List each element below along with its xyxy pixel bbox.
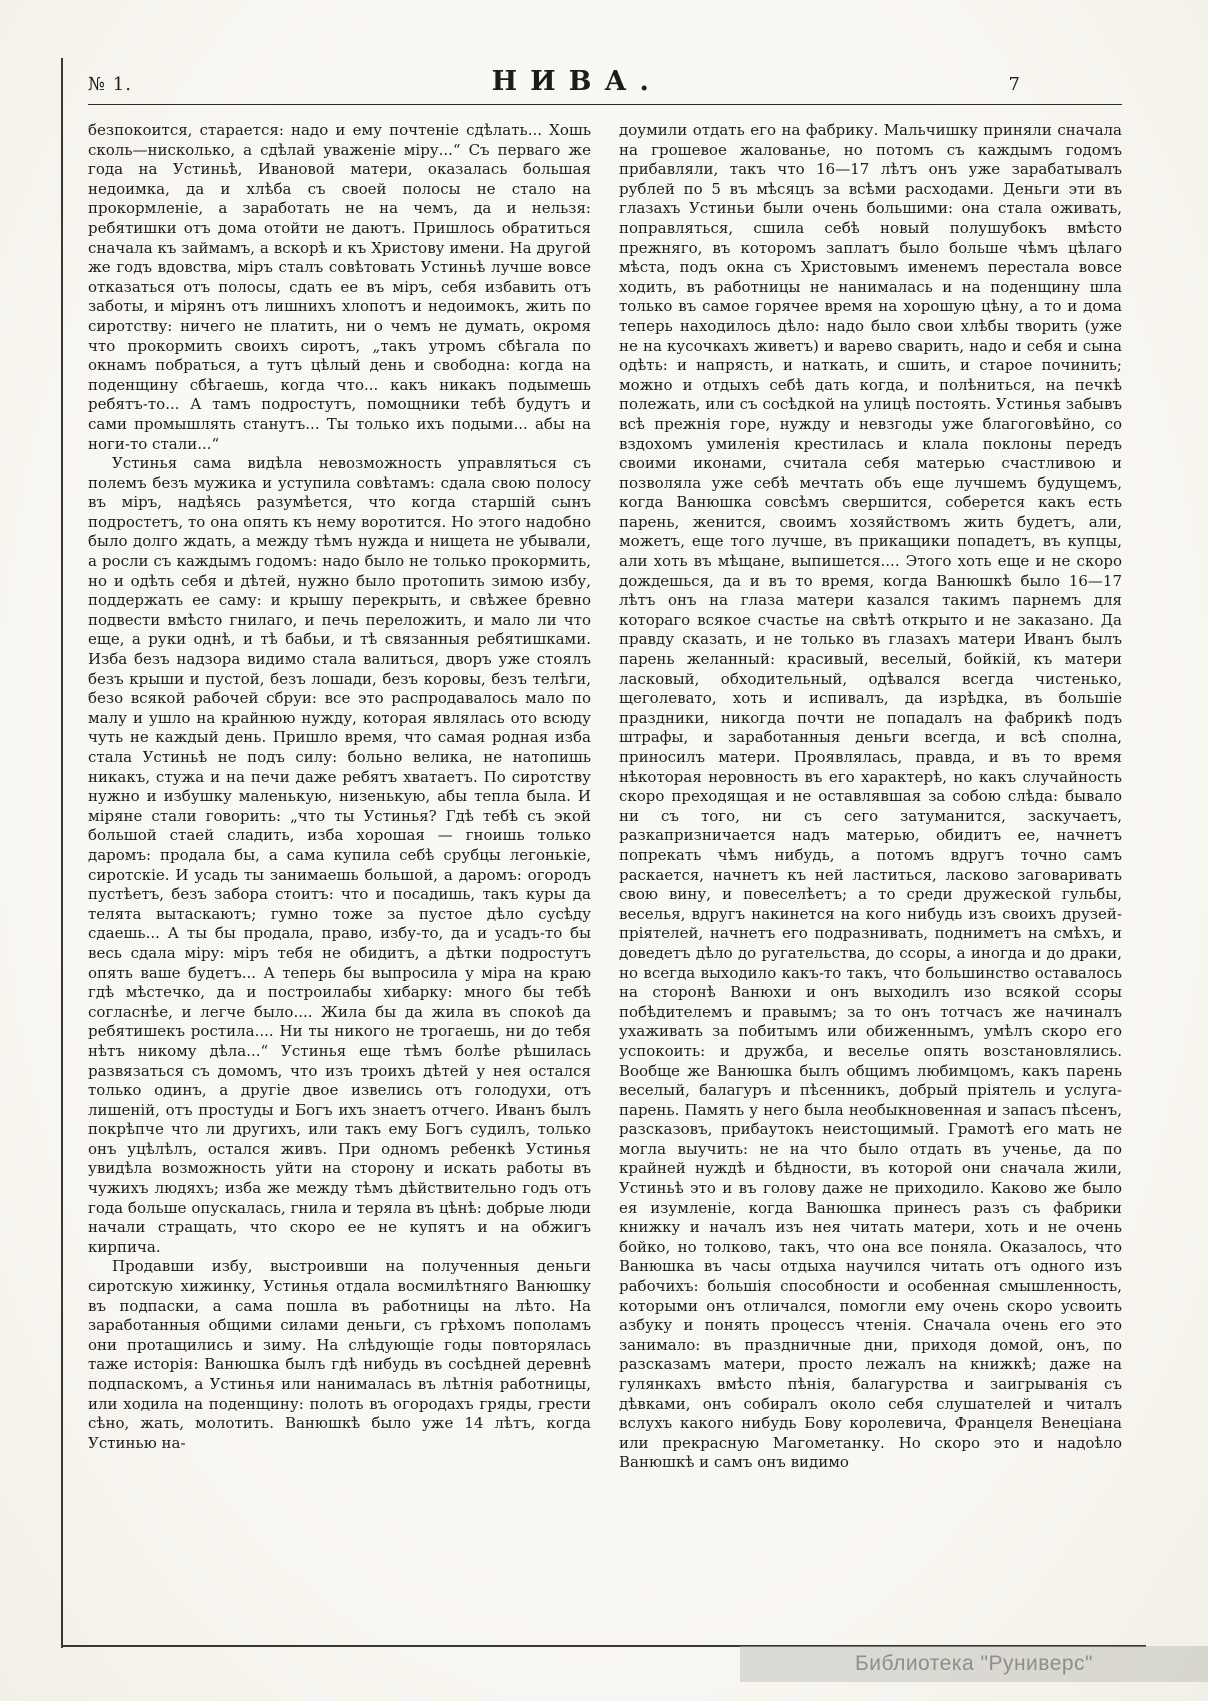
- watermark-text: Библиотека "Руниверс": [854, 1652, 1094, 1675]
- issue-number: № 1.: [88, 74, 132, 95]
- paragraph: безпокоится, старается: надо и ему почтеніе сдѣлать... Хошь сколь—нисколько, а сдѣлай уваженіе міру...“ Съ перваго же года на Устиньѣ, Ивановой матери, оказалась большая недоимка, да и хлѣба съ своей полосы не стало на прокормленіе, а заработать не на чемъ, да и нельзя: ребятишки отъ дома отойти не даютъ. Пришлось обратиться сначала къ займамъ, а вскорѣ и къ Христову имени. На другой же годъ вдовства, міръ сталъ совѣтовать Устиньѣ лучше вовсе отказаться отъ полосы, сдать ее въ міръ, себя избавить отъ заботы, и мірянъ отъ лишнихъ хлопотъ и недоимокъ, жить по сиротству: ничего не платить, ни о чемъ не думать, окромя что прокормить своихъ сиротъ, „такъ утромъ сбѣгала по окнамъ побраться, а тутъ цѣлый день и свободна: когда на поденщину сбѣгаешь, когда что... какъ никакъ подымешь ребятъ-то... А тамъ подростутъ, помощники тебѣ будутъ и сами промышлять станутъ... Ты только ихъ подыми... абы на ноги-то стали...“: [88, 121, 591, 453]
- paragraph: доумили отдать его на фабрику. Мальчишку приняли сначала на грошевое жалованье, но потомъ съ каждымъ годомъ прибавляли, такъ что 16—17 лѣтъ онъ уже зарабатывалъ рублей по 5 въ мѣсяцъ за всѣми расходами. Деньги эти въ глазахъ Устиньи были очень большими: она стала оживать, поправляться, сшила себѣ новый полушубокъ вмѣсто прежняго, въ которомъ заплатъ было больше чѣмъ цѣлаго мѣста, подъ окна съ Христовымъ именемъ перестала вовсе ходить, въ работницы не нанималась и на поденщину шла только въ самое горячее время на хорошую цѣну, а то и дома теперь находилось дѣло: надо было свои хлѣбы творить (уже не на кусочкахъ живетъ) и варево сварить, надо и себя и сына одѣть: и напрясть, и наткать, и сшить, и старое починить; можно и отдыхъ себѣ дать когда, и полѣниться, на печкѣ полежать, или съ сосѣдкой на улицѣ постоять. Устинья забывъ всѣ прежнія горе, нужду и невзгоды уже благоговѣйно, со вздохомъ умиленія крестилась и клала поклоны передъ своими иконами, считала себя матерью счастливою и позволяла уже себѣ мечтать объ еще лучшемъ будущемъ, когда Ванюшка совсѣмъ свершится, соберется какъ есть парень, женится, своимъ хозяйствомъ жить будетъ, али, можетъ, еще того лучше, въ прикащики попадетъ, въ купцы, али хоть въ мѣщане, выпишется.... Этого хоть еще и не скоро дождешься, да и въ то время, когда Ванюшкѣ было 16—17 лѣтъ онъ на глаза матери казался такимъ парнемъ для котораго всякое счастье на свѣтѣ открыто и не заказано. Да правду сказать, и не только въ глазахъ матери Иванъ былъ парень желанный: красивый, веселый, бойкій, къ матери ласковый, обходительный, одѣвался всегда чистенько, щеголевато, хоть и испивалъ, да изрѣдка, въ большіе праздники, никогда почти не попадалъ на фабрикѣ подъ штрафы, и заработанныя деньги всегда, и всѣ сполна, приносилъ матери. Проявлялась, правда, и въ то время нѣкоторая неровность въ его характерѣ, но какъ случайность скоро преходящая и не оставлявшая за собою слѣда: бывало ни съ того, ни съ сего затуманится, заскучаетъ, разкапризничается надъ матерью, обидитъ ее, начнетъ попрекать чѣмъ нибудь, а потомъ вдругъ точно самъ раскается, начнетъ къ ней ластиться, ласково заговаривать свою вину, и повеселѣетъ; а то среди дружеской гульбы, веселья, вдругъ накинется на кого нибудь изъ своихъ друзей-пріятелей, начнетъ его подразнивать, подниметъ на смѣхъ, и доведетъ дѣло до ругательства, до ссоры, а иногда и до драки, но всегда выходило какъ-то такъ, что большинство оставалось на сторонѣ Ванюхи и онъ выходилъ изо всякой ссоры побѣдителемъ и правымъ; за то онъ тотчасъ же начиналъ ухаживать за побитымъ или обиженнымъ, умѣлъ скоро его успокоить: и дружба, и веселье опять возстановлялись. Вообще же Ванюшка былъ общимъ любимцомъ, какъ парень веселый, балагуръ и пѣсенникъ, добрый пріятель и услуга-парень. Память у него была необыкновенная и запасъ пѣсенъ, разсказовъ, прибаутокъ неистощимый. Грамотѣ его мать не могла выучить: не на что было отдать въ ученье, да по крайней нуждѣ и бѣдности, въ которой они сначала жили, Устиньѣ это и въ голову даже не приходило. Каково же было ея изумленіе, когда Ванюшка принесъ разъ съ фабрики книжку и началъ изъ нея читать матери, хоть и не очень бойко, но толково, такъ, что она все поняла. Оказалось, что Ванюшка въ часы отдыха научился читать отъ одного изъ рабочихъ: большія способности и особенная смышленность, которыми онъ отличался, помогли ему очень скоро усвоить азбуку и понять процессъ чтенія. Сначала очень его это занимало: въ праздничные дни, приходя домой, онъ, по разсказамъ матери, просто лежалъ на книжкѣ; даже на гулянкахъ вмѣсто пѣнія, балагурства и заигрыванія съ дѣвками, онъ собиралъ около себя слушателей и читалъ вслухъ какого нибудь Бову королевича, Францеля Венеціана или прекрасную Магометанку. Но скоро это и надоѣло Ванюшкѣ и самъ онъ видимо: [619, 121, 1122, 1472]
- page-header: [88, 66, 1122, 97]
- paragraph: Устинья сама видѣла невозможность управляться съ полемъ безъ мужика и уступила совѣтамъ: сдала свою полосу въ міръ, надѣясь разумѣется, что когда старшій сынъ подростетъ, то она опять къ нему воротится. Но этого надобно было долго ждать, а между тѣмъ нужда и нищета не убывали, а росли съ каждымъ годомъ: надо было не только прокормить, но и одѣть себя и дѣтей, нужно было протопить зимою избу, поддержать ее саму: и крышу перекрыть, и свѣжее бревно подвести вмѣсто гнилаго, и печь переложить, и мало ли что еще, а руки однѣ, и тѣ бабьи, и тѣ связанныя ребятишками. Изба безъ надзора видимо стала валиться, дворъ уже стоялъ безъ крыши и пустой, безъ лошади, безъ коровы, безъ телѣги, безо всякой рабочей сбруи: все это распродавалось мало по малу и ушло на крайнюю нужду, которая являлась ото всюду чуть не каждый день. Пришло время, что самая родная изба стала Устиньѣ не подъ силу: больно велика, не натопишь никакъ, стужа и на печи даже ребятъ хватаетъ. По сиротству нужно и избушку маленькую, низенькую, абы тепла была. И міряне стали говорить: „что ты Устинья? Гдѣ тебѣ съ экой большой стаей сладить, изба хорошая — гноишь только даромъ: продала бы, а сама купила себѣ срубцы легонькіе, сиротскіе. И усадь ты занимаешь большой, а даромъ: огородъ пустѣетъ, безъ забора стоитъ: что и посадишь, такъ куры да телята вытаскаютъ; гумно тоже за пустое дѣло сусѣду сдаешь... А ты бы продала, право, избу-то, да и усадъ-то бы весь сдала міру: міръ тебя не обидитъ, а дѣтки подростутъ опять ваше будетъ... А теперь бы выпросила у міра на краю гдѣ мѣстечко, да и построилабы хибарку: много бы тебѣ согласнѣе, и легче было.... Жила бы да жила въ спокоѣ да ребятишекъ ростила.... Ни ты никого не трогаешь, ни до тебя нѣтъ никому дѣла...“ Устинья еще тѣмъ болѣе рѣшилась развязаться съ домомъ, что изъ троихъ дѣтей у нея остался только одинъ, а другіе двое извелись отъ голодухи, отъ лишеній, отъ простуды и Богъ ихъ знаетъ отчего. Иванъ былъ покрѣпче что ли другихъ, или такъ ему Богъ судилъ, только онъ уцѣлѣлъ, остался живъ. При одномъ ребенкѣ Устинья увидѣла возможность уйти на сторону и искать работы въ чужихъ людяхъ; изба же между тѣмъ дѣйствительно годъ отъ года больше опускалась, гнила и теряла въ цѣнѣ: добрые люди начали стращать, что скоро ее не купятъ и на обжигъ кирпича.: [88, 454, 591, 1256]
- page-content: [88, 66, 1122, 1636]
- magazine-title: НИВА.: [491, 66, 662, 97]
- page-number: 7: [1008, 74, 1020, 95]
- watermark: [740, 1646, 1208, 1682]
- right-column: [619, 121, 1122, 1636]
- header-divider: [88, 104, 1122, 105]
- left-margin-rule: [61, 58, 63, 1648]
- left-column: [88, 121, 591, 1636]
- paragraph: Продавши избу, выстроивши на полученныя деньги сиротскую хижинку, Устинья отдала восмилѣтняго Ванюшку въ подпаски, а сама пошла въ работницы на лѣто. На заработанныя общими силами деньги, съ грѣхомъ пополамъ они протащились и зиму. На слѣдующіе годы повторялась таже исторія: Ванюшка былъ гдѣ нибудь въ сосѣдней деревнѣ подпаскомъ, а Устинья или нанималась въ лѣтнія работницы, или ходила на поденщину: полоть въ огородахъ гряды, грести сѣно, жать, молотить. Ванюшкѣ было уже 14 лѣтъ, когда Устинью на-: [88, 1257, 591, 1452]
- text-columns: [88, 121, 1122, 1636]
